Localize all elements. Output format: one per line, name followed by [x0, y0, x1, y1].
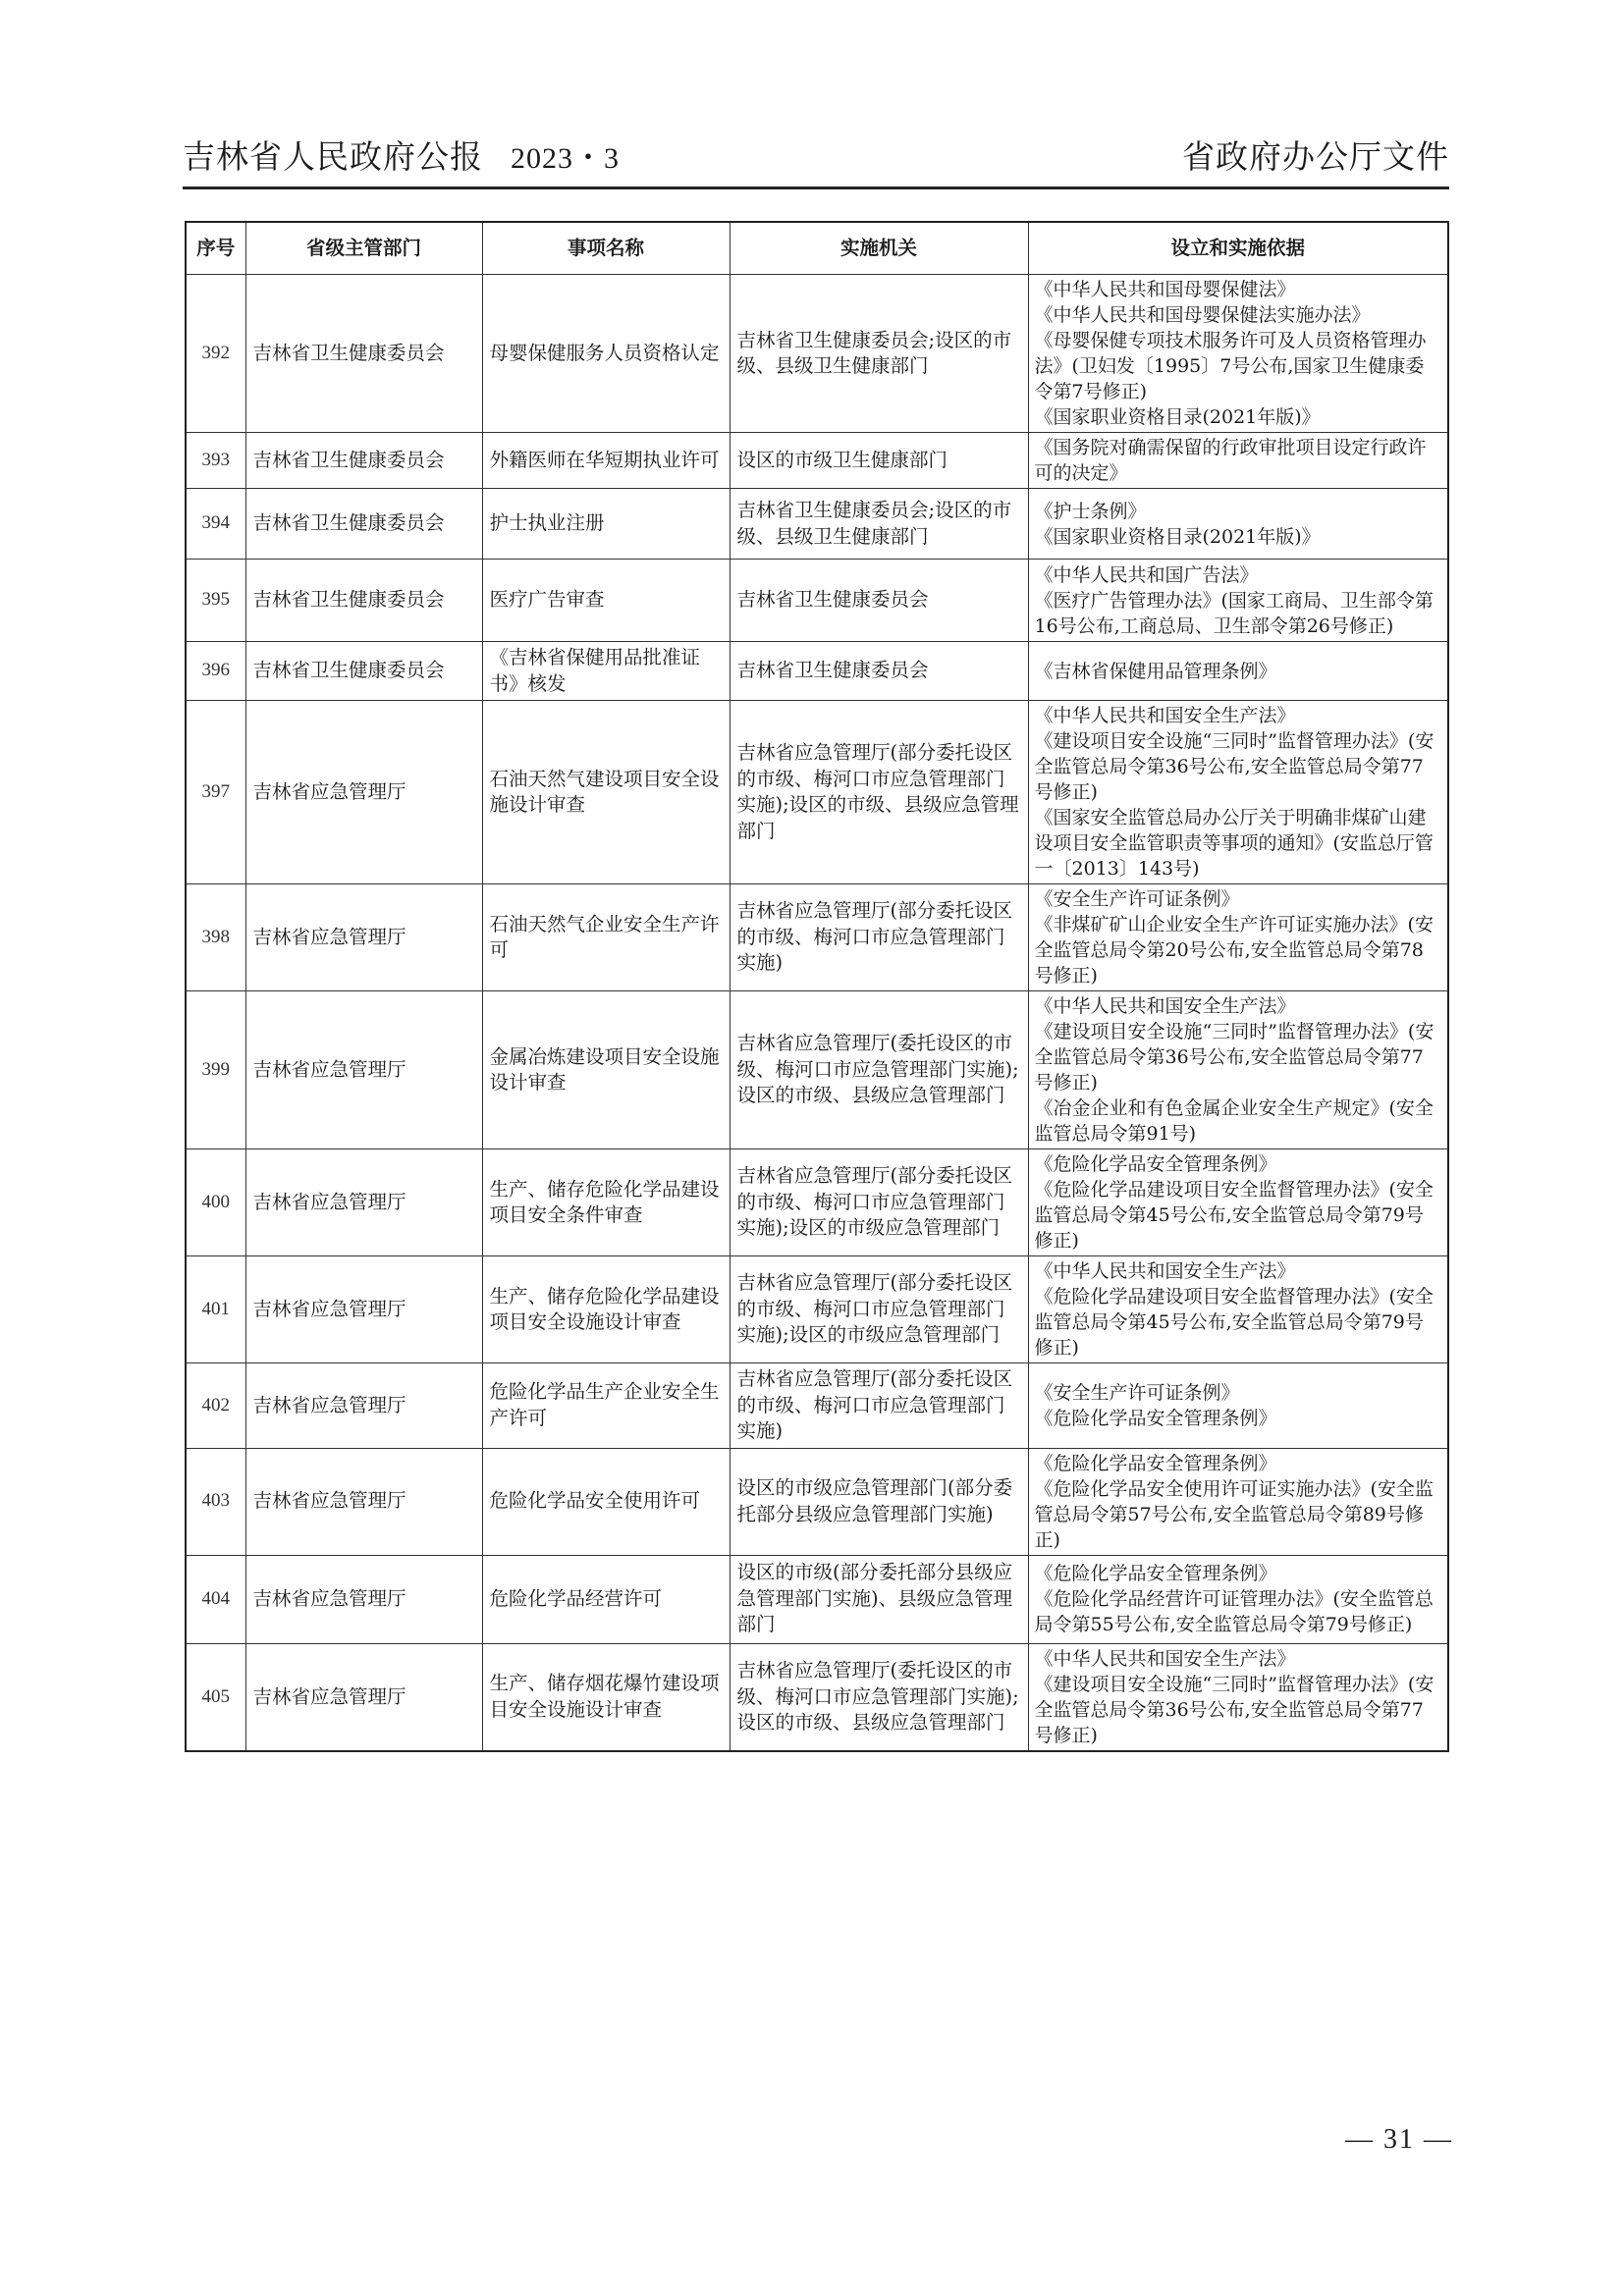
cell-dept: 吉林省卫生健康委员会	[245, 489, 482, 560]
basis-entry: 《国家职业资格目录(2021年版)》	[1034, 525, 1321, 548]
basis-entry: 《中华人民共和国安全生产法》	[1034, 995, 1296, 1017]
cell-item: 危险化学品安全使用许可	[482, 1448, 730, 1555]
basis-entry: 《建设项目安全设施“三同时”监督管理办法》(安全监管总局令第36号公布,安全监管总局令第77号修正)	[1034, 1021, 1435, 1094]
cell-item: 医疗广告审查	[482, 560, 730, 642]
table-row	[186, 560, 1448, 642]
basis-entry: 《安全生产许可证条例》	[1034, 1381, 1240, 1404]
basis-entry: 《中华人民共和国安全生产法》	[1034, 1647, 1296, 1670]
cell-dept: 吉林省应急管理厅	[245, 1363, 482, 1449]
cell-item: 生产、储存危险化学品建设项目安全条件审查	[482, 1149, 730, 1256]
cell-agency: 设区的市级(部分委托部分县级应急管理部门实施)、县级应急管理部门	[730, 1555, 1028, 1643]
cell-agency: 吉林省应急管理厅(委托设区的市级、梅河口市应急管理部门实施);设区的市级、县级应急管理部门	[730, 1643, 1028, 1751]
basis-entry: 《危险化学品安全管理条例》	[1034, 1563, 1277, 1584]
section-title: 省政府办公厅文件	[1182, 137, 1449, 176]
table-row	[186, 1555, 1448, 1643]
table-row	[186, 1256, 1448, 1363]
cell-item: 《吉林省保健用品批准证书》核发	[482, 642, 730, 701]
basis-entry: 《国家职业资格目录(2021年版)》	[1034, 406, 1321, 428]
basis-entry: 《危险化学品建设项目安全监督管理办法》(安全监管总局令第45号公布,安全监管总局令第79号修正)	[1034, 1286, 1434, 1359]
cell-item: 石油天然气建设项目安全设施设计审查	[482, 701, 730, 884]
table-row	[186, 1448, 1448, 1555]
basis-entry: 《危险化学品经营许可证管理办法》(安全监管总局令第55号公布,安全监管总局令第79号修正)	[1034, 1588, 1434, 1635]
cell-dept: 吉林省应急管理厅	[245, 1149, 482, 1256]
basis-entry: 《危险化学品安全管理条例》	[1034, 1153, 1277, 1175]
table-row	[186, 1363, 1448, 1449]
col-header-dept: 省级主管部门	[245, 222, 482, 275]
cell-agency: 吉林省应急管理厅(部分委托设区的市级、梅河口市应急管理部门实施)	[730, 884, 1028, 991]
cell-agency: 吉林省应急管理厅(部分委托设区的市级、梅河口市应急管理部门实施);设区的市级、县级应急管理部门	[730, 701, 1028, 884]
publication-name: 吉林省人民政府公报	[183, 137, 483, 176]
basis-entry: 《危险化学品建设项目安全监督管理办法》(安全监管总局令第45号公布,安全监管总局令第79号修正)	[1034, 1179, 1434, 1252]
cell-item: 外籍医师在华短期执业许可	[482, 433, 730, 489]
basis-entry: 《中华人民共和国广告法》	[1034, 563, 1259, 586]
cell-agency: 吉林省应急管理厅(委托设区的市级、梅河口市应急管理部门实施);设区的市级、县级应急管理部门	[730, 991, 1028, 1149]
issue-number: 2023・3	[511, 142, 620, 175]
cell-agency: 吉林省应急管理厅(部分委托设区的市级、梅河口市应急管理部门实施)	[730, 1363, 1028, 1449]
cell-agency: 吉林省卫生健康委员会;设区的市级、县级卫生健康部门	[730, 275, 1028, 433]
cell-agency: 吉林省卫生健康委员会	[730, 642, 1028, 701]
cell-no: 403	[186, 1448, 245, 1555]
page-number: — 31 —	[1345, 2124, 1453, 2155]
cell-no: 396	[186, 642, 245, 701]
cell-agency: 吉林省卫生健康委员会	[730, 560, 1028, 642]
cell-item: 危险化学品生产企业安全生产许可	[482, 1363, 730, 1449]
cell-basis	[1028, 433, 1448, 489]
table-header-row	[186, 222, 1448, 275]
cell-no: 397	[186, 701, 245, 884]
table-row	[186, 884, 1448, 991]
basis-entry: 《国家安全监管总局办公厅关于明确非煤矿山建设项目安全监管职责等事项的通知》(安监总厅管一〔2013〕143号)	[1034, 807, 1434, 880]
cell-dept: 吉林省卫生健康委员会	[245, 433, 482, 489]
cell-dept: 吉林省应急管理厅	[245, 1643, 482, 1751]
cell-dept: 吉林省应急管理厅	[245, 1555, 482, 1643]
basis-entry: 《母婴保健专项技术服务许可及人员资格管理办法》(卫妇发〔1995〕7号公布,国家卫生健康委令第7号修正)	[1034, 330, 1427, 402]
cell-agency: 吉林省应急管理厅(部分委托设区的市级、梅河口市应急管理部门实施);设区的市级应急管理部门	[730, 1256, 1028, 1363]
cell-item: 生产、储存烟花爆竹建设项目安全设施设计审查	[482, 1643, 730, 1751]
cell-dept: 吉林省应急管理厅	[245, 884, 482, 991]
cell-item: 生产、储存危险化学品建设项目安全设施设计审查	[482, 1256, 730, 1363]
approval-items-table	[185, 221, 1449, 1752]
cell-item: 金属冶炼建设项目安全设施设计审查	[482, 991, 730, 1149]
table-row	[186, 433, 1448, 489]
cell-item: 石油天然气企业安全生产许可	[482, 884, 730, 991]
cell-basis	[1028, 1643, 1448, 1751]
cell-agency: 吉林省应急管理厅(部分委托设区的市级、梅河口市应急管理部门实施);设区的市级应急管理部门	[730, 1149, 1028, 1256]
basis-entry: 《危险化学品安全管理条例》	[1034, 1407, 1277, 1429]
basis-entry: 《冶金企业和有色金属企业安全生产规定》(安全监管总局令第91号)	[1034, 1097, 1434, 1145]
publication-title	[183, 132, 620, 178]
basis-entry: 《中华人民共和国安全生产法》	[1034, 1260, 1296, 1282]
cell-basis	[1028, 701, 1448, 884]
cell-no: 405	[186, 1643, 245, 1751]
basis-entry: 《中华人民共和国母婴保健法实施办法》	[1034, 304, 1371, 326]
cell-agency: 设区的市级应急管理部门(部分委托部分县级应急管理部门实施)	[730, 1448, 1028, 1555]
cell-dept: 吉林省应急管理厅	[245, 701, 482, 884]
cell-basis	[1028, 642, 1448, 701]
cell-basis	[1028, 560, 1448, 642]
header-rule	[183, 187, 1449, 189]
basis-entry: 《危险化学品安全使用许可证实施办法》(安全监管总局令第57号公布,安全监管总局令第89号修正)	[1034, 1477, 1434, 1551]
cell-dept: 吉林省卫生健康委员会	[245, 275, 482, 433]
cell-no: 404	[186, 1555, 245, 1643]
cell-basis	[1028, 1149, 1448, 1256]
cell-basis	[1028, 1448, 1448, 1555]
cell-no: 401	[186, 1256, 245, 1363]
table-row	[186, 701, 1448, 884]
cell-basis	[1028, 275, 1448, 433]
basis-entry: 《护士条例》	[1034, 500, 1147, 522]
basis-entry: 《安全生产许可证条例》	[1034, 888, 1240, 910]
cell-no: 399	[186, 991, 245, 1149]
table-row	[186, 1149, 1448, 1256]
cell-no: 395	[186, 560, 245, 642]
cell-item: 护士执业注册	[482, 489, 730, 560]
cell-agency: 设区的市级卫生健康部门	[730, 433, 1028, 489]
cell-agency: 吉林省卫生健康委员会;设区的市级、县级卫生健康部门	[730, 489, 1028, 560]
basis-entry: 《吉林省保健用品管理条例》	[1034, 660, 1277, 682]
cell-item: 母婴保健服务人员资格认定	[482, 275, 730, 433]
cell-dept: 吉林省应急管理厅	[245, 991, 482, 1149]
cell-basis	[1028, 1363, 1448, 1449]
col-header-no: 序号	[186, 222, 245, 275]
cell-dept: 吉林省卫生健康委员会	[245, 642, 482, 701]
basis-entry: 《中华人民共和国安全生产法》	[1034, 705, 1296, 726]
cell-no: 398	[186, 884, 245, 991]
basis-entry: 《建设项目安全设施“三同时”监督管理办法》(安全监管总局令第36号公布,安全监管总局令第77号修正)	[1034, 730, 1435, 803]
table-row	[186, 489, 1448, 560]
cell-basis	[1028, 991, 1448, 1149]
cell-item: 危险化学品经营许可	[482, 1555, 730, 1643]
table-row	[186, 275, 1448, 433]
cell-basis	[1028, 1555, 1448, 1643]
basis-entry: 《医疗广告管理办法》(国家工商局、卫生部令第16号公布,工商总局、卫生部令第26号修正)	[1034, 589, 1434, 637]
cell-basis	[1028, 884, 1448, 991]
cell-dept: 吉林省应急管理厅	[245, 1448, 482, 1555]
cell-no: 402	[186, 1363, 245, 1449]
cell-basis	[1028, 489, 1448, 560]
cell-basis	[1028, 1256, 1448, 1363]
table-body	[186, 275, 1448, 1752]
basis-entry: 《中华人民共和国母婴保健法》	[1034, 279, 1296, 300]
cell-no: 394	[186, 489, 245, 560]
basis-entry: 《建设项目安全设施“三同时”监督管理办法》(安全监管总局令第36号公布,安全监管总局令第77号修正)	[1034, 1673, 1435, 1746]
table-row	[186, 1643, 1448, 1751]
col-header-agency: 实施机关	[730, 222, 1028, 275]
cell-dept: 吉林省卫生健康委员会	[245, 560, 482, 642]
basis-entry: 《非煤矿矿山企业安全生产许可证实施办法》(安全监管总局令第20号公布,安全监管总局令第78号修正)	[1034, 914, 1434, 987]
cell-no: 392	[186, 275, 245, 433]
table-row	[186, 642, 1448, 701]
col-header-item: 事项名称	[482, 222, 730, 275]
cell-no: 393	[186, 433, 245, 489]
col-header-basis: 设立和实施依据	[1028, 222, 1448, 275]
basis-entry: 《危险化学品安全管理条例》	[1034, 1452, 1277, 1474]
page-header	[183, 130, 1449, 190]
cell-dept: 吉林省应急管理厅	[245, 1256, 482, 1363]
basis-entry: 《国务院对确需保留的行政审批项目设定行政许可的决定》	[1034, 437, 1427, 484]
table-row	[186, 991, 1448, 1149]
cell-no: 400	[186, 1149, 245, 1256]
